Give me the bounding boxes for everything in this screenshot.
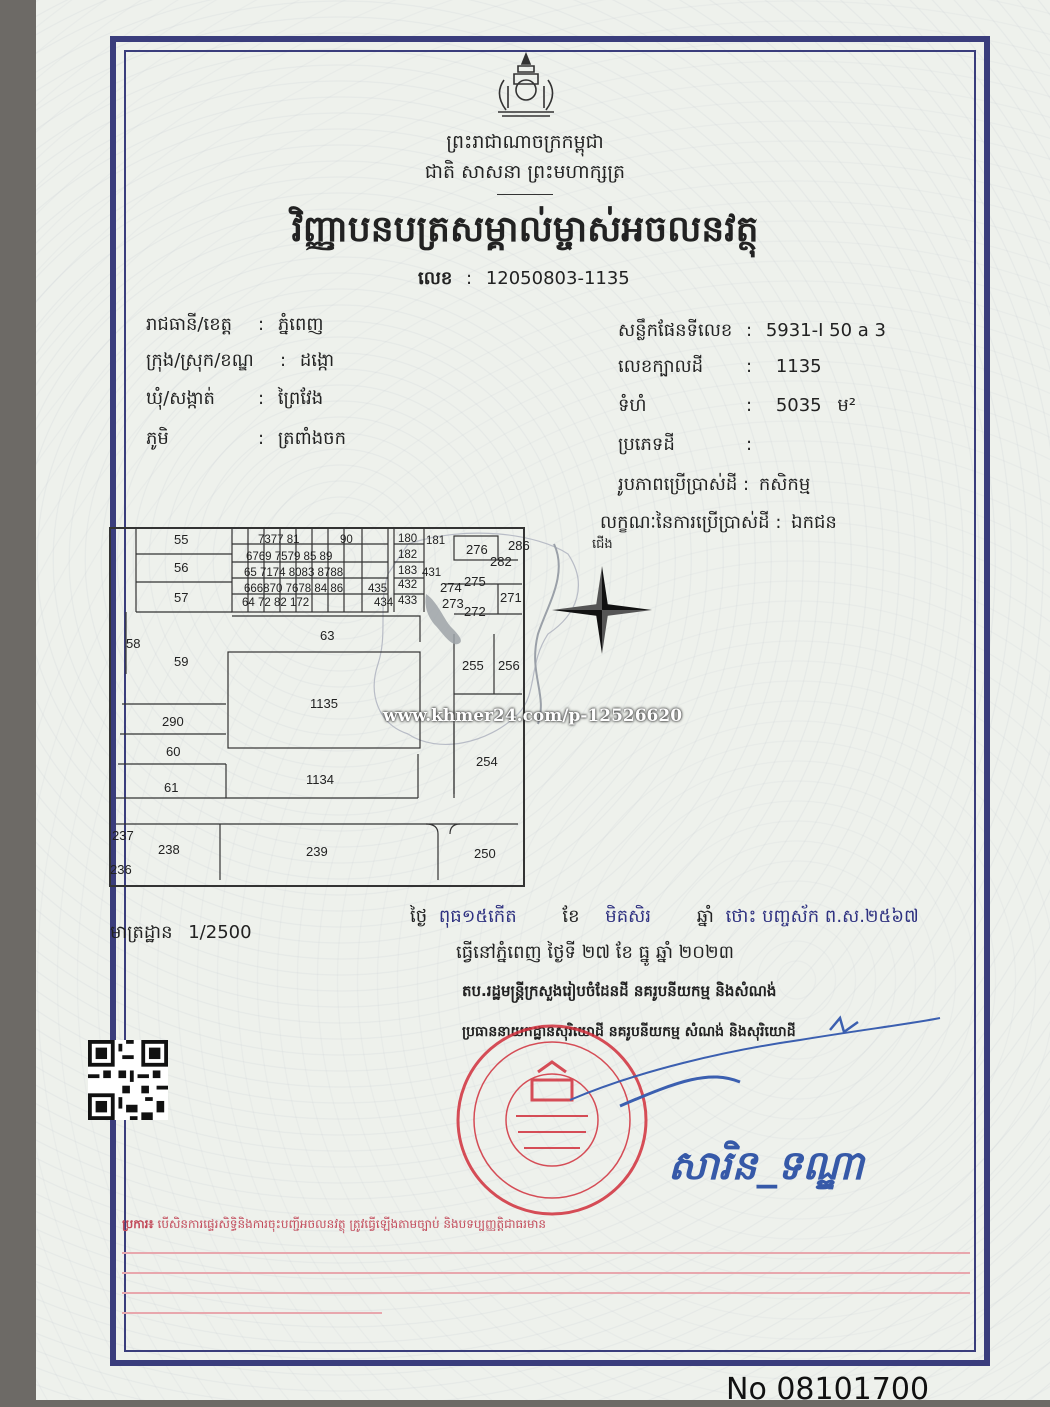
ministry-line: តប.រដ្ឋមន្ត្រីក្រសួងរៀបចំដែនដី នគរូបនីយកម្ម និងសំណង់: [462, 982, 777, 1000]
parcel-label: 276: [466, 542, 488, 557]
field-sep: :: [258, 428, 265, 449]
parcel-label: 183: [398, 565, 418, 577]
parcel-label: 254: [476, 754, 498, 769]
year-value: ថោះ បញ្ចស័ក ព.ស.២៥៦៧: [725, 906, 919, 927]
river-outline: [535, 544, 559, 724]
field-value: ដង្កោ: [299, 350, 335, 371]
parcel-label: 56: [174, 560, 189, 575]
parcel-label: 181: [426, 535, 446, 547]
parcel-label: 282: [490, 554, 512, 569]
parcel-label: 255: [462, 658, 484, 673]
number-label: លេខ: [418, 268, 453, 289]
parcel-label: 286: [508, 538, 530, 553]
field-label: សន្លឹកផែនទីលេខ: [618, 320, 733, 341]
parcel-label: 182: [398, 549, 418, 561]
field-sep: :: [775, 512, 782, 533]
qr-code-icon: [88, 1040, 168, 1120]
notes-text: [122, 1216, 970, 1234]
field-map-sheet: [618, 318, 886, 345]
watermark-url: www.khmer24.com/p-12526620: [383, 706, 683, 726]
field-sep: :: [746, 356, 753, 377]
field-district: [146, 348, 334, 375]
parcel-label: 256: [498, 658, 520, 673]
scale-label: មាត្រដ្ឋាន: [110, 922, 173, 943]
parcel-label: 60: [166, 744, 181, 759]
parcel-label: 272: [464, 604, 486, 619]
parcel-label: 59: [174, 654, 189, 669]
field-label: ទំហំ: [618, 395, 647, 416]
parcel-label: 434: [374, 597, 394, 609]
parcel-label: 63: [320, 628, 335, 643]
parcel-label: 7377 81: [258, 534, 300, 546]
royal-arms-emblem: [486, 50, 566, 122]
parcel-label: 55: [174, 532, 189, 547]
parcel-label: 180: [398, 533, 418, 545]
parcel-label: 1135: [310, 696, 338, 711]
north-label: ជើង: [592, 537, 613, 552]
number-value: 12050803-1135: [485, 268, 630, 289]
field-value: 5931-I 50 a 3: [765, 320, 886, 341]
place-and-date: ធ្វើនៅភ្នំពេញ ថ្ងៃទី ២៧ ខែ ធ្នូ ឆ្នាំ ២០២៣: [456, 942, 735, 963]
parcel-label: 290: [162, 714, 184, 729]
notes-label: ប្រការ៖: [122, 1217, 154, 1231]
parcel-label: 271: [500, 590, 522, 605]
field-label: ប្រភេទដី: [618, 434, 675, 455]
parcel-label: 432: [398, 579, 418, 591]
lunar-date: [410, 904, 919, 931]
field-sep: :: [258, 388, 265, 409]
field-value: ត្រពាំងចក: [277, 428, 347, 449]
field-value: កសិកម្ម: [758, 474, 811, 495]
field-value: ព្រៃវែង: [277, 388, 324, 409]
kingdom-name: ព្រះរាជាណាចក្រកម្ពុជា: [446, 131, 604, 153]
handwritten-signature: [560, 1010, 960, 1130]
field-label: ក្រុង/ស្រុក/ខណ្ឌ: [146, 350, 254, 371]
parcel-label: 65 7174 8083 8788: [244, 567, 344, 579]
director-line: ប្រធាននាយកដ្ឋានសុរិយោដី នគរូបនីយកម្ម សំណង់ និងសុរិយោដី: [462, 1024, 796, 1040]
parcel-label: 433: [398, 595, 418, 607]
parcel-label: 274: [440, 580, 462, 595]
field-label: លេខក្បាលដី: [618, 356, 704, 377]
field-label: រូបភាពប្រើប្រាស់ដី: [618, 474, 738, 495]
field-label: លក្ខណៈនៃការប្រើប្រាស់ដី: [600, 512, 770, 533]
certificate-title: វិញ្ញាបនបត្រសម្គាល់ម្ចាស់អចលនវត្ថុ: [291, 209, 759, 250]
parcel-label: 57: [174, 590, 189, 605]
map-scale: [110, 920, 252, 947]
parcel-label: 64 72 82 172: [242, 597, 310, 609]
north-arrow-icon: [552, 566, 652, 654]
field-unit: ម²: [837, 395, 857, 416]
field-sep: :: [746, 434, 753, 455]
field-label: រាជធានី/ខេត្ត: [146, 314, 233, 335]
year-label: ឆ្នាំ: [696, 906, 714, 927]
certificate-number: [418, 266, 630, 293]
field-label: ឃុំ/សង្កាត់: [146, 388, 215, 409]
field-value: ភ្នំពេញ: [277, 314, 324, 335]
parcel-label: 237: [112, 828, 134, 843]
parcel-label: 238: [158, 842, 180, 857]
notes-line: [122, 1292, 970, 1294]
parcel-label: 6769 7579 85 89: [246, 551, 333, 563]
serial-number: No 08101700: [726, 1372, 930, 1407]
field-sep: :: [258, 314, 265, 335]
parcel-label: 236: [110, 862, 132, 877]
month-value: មិគសិរ: [605, 906, 651, 927]
motto-divider: [497, 194, 553, 195]
parcel-label: 250: [474, 846, 496, 861]
field-label: ភូមិ: [146, 428, 169, 449]
signatory-name: សារិន_ទណ្ឌា: [668, 1143, 864, 1189]
national-motto: ជាតិ សាសនា ព្រះមហាក្សត្រ: [424, 161, 626, 183]
notes-body: បើសិនការផ្ទេរសិទ្ធិនិងការចុះបញ្ជីអចលនវត្ថុ ត្រូវធ្វើឡើងតាមច្បាប់ និងបទប្បញ្ញត្តិជាធរមាន: [157, 1217, 547, 1231]
scale-value: 1/2500: [188, 922, 252, 943]
parcel-label: 666870 7678 84 86: [244, 583, 344, 595]
field-sep: :: [746, 395, 753, 416]
parcel-label: 273: [442, 596, 464, 611]
notes-line: [122, 1312, 382, 1314]
parcel-label: 61: [164, 780, 179, 795]
field-village: [146, 426, 346, 453]
field-sep: :: [280, 350, 287, 371]
parcel-label: 435: [368, 583, 388, 595]
parcel-label: 58: [126, 636, 141, 651]
number-sep: :: [466, 268, 473, 289]
parcel-label: 275: [464, 574, 486, 589]
field-sep: :: [746, 320, 753, 341]
notes-line: [122, 1252, 970, 1254]
parcel-label: 239: [306, 844, 328, 859]
parcel-label: 1134: [306, 772, 334, 787]
field-parcel-number: [618, 354, 822, 381]
parcel-label: 90: [340, 534, 353, 546]
day-value: ពុធ១៥កើត: [438, 906, 517, 927]
field-commune: [146, 386, 323, 413]
field-area: [618, 393, 856, 420]
notes-line: [122, 1272, 970, 1274]
field-value: 5035: [775, 395, 822, 416]
field-sep: :: [743, 474, 750, 495]
month-label: ខែ: [562, 906, 580, 927]
field-value: 1135: [775, 356, 822, 377]
field-value: ឯកជន: [791, 512, 837, 533]
notes-section: [122, 1216, 970, 1314]
field-province: [146, 312, 324, 339]
parcel-label: 431: [422, 567, 442, 579]
field-land-type: [618, 432, 760, 459]
field-land-use: [618, 472, 810, 499]
day-label: ថ្ងៃ: [410, 906, 428, 927]
